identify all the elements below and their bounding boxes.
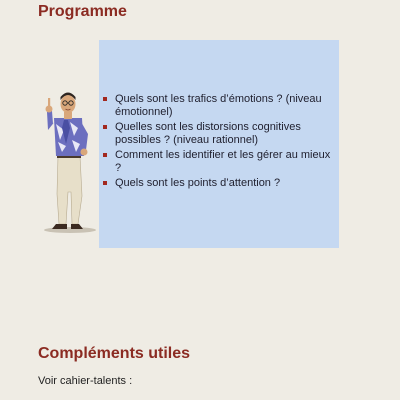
bullet-square-icon	[103, 153, 107, 157]
programme-heading: Programme	[38, 3, 127, 20]
list-item	[103, 121, 335, 147]
list-item-text: Quels sont les points d’attention ?	[115, 177, 281, 189]
list-item	[103, 177, 335, 190]
bullet-square-icon	[103, 181, 107, 185]
bullet-square-icon	[103, 125, 107, 129]
man-pointing-finger-icon	[36, 84, 100, 234]
list-item-text: Comment les identifier et les gérer au mieux ?	[115, 149, 331, 174]
list-item	[103, 93, 335, 119]
bullet-square-icon	[103, 97, 107, 101]
programme-list	[103, 93, 335, 192]
list-item	[103, 149, 335, 175]
complements-text: Voir cahier-talents :	[38, 375, 133, 387]
list-item-text: Quels sont les trafics d’émotions ? (niveau émotionnel)	[115, 93, 322, 118]
list-item-text: Quelles sont les distorsions cognitives possibles ? (niveau rationnel)	[115, 121, 301, 146]
complements-heading: Compléments utiles	[38, 345, 191, 362]
